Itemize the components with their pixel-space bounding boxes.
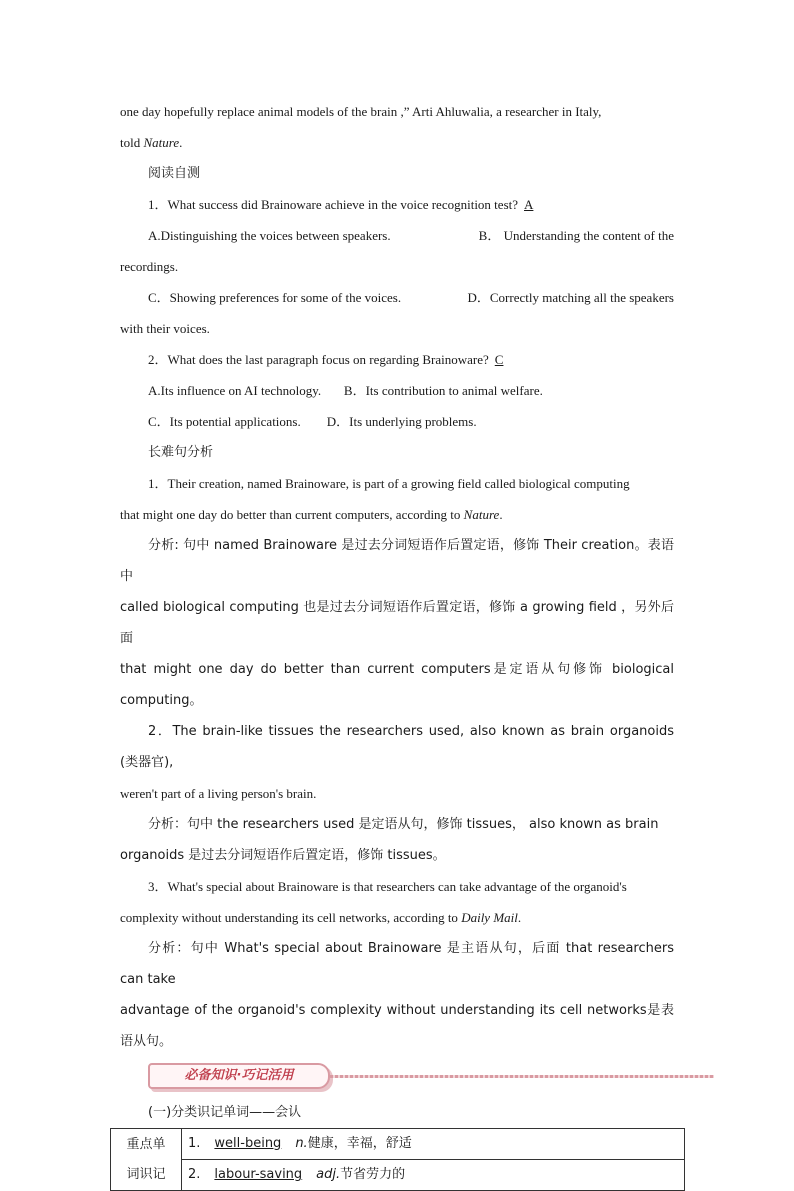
question-1-text: 1．What success did Brainoware achieve in the voice recognition test?: [148, 197, 519, 212]
answer-2: C: [494, 352, 504, 367]
vocab-heading: (一)分类识记单词——会认: [148, 1105, 302, 1120]
sentence-1-text: that might one day do better than current computers, according to: [120, 507, 464, 522]
vocab-word: labour-saving: [214, 1167, 303, 1182]
source-nature: Nature: [143, 135, 180, 150]
q2-option-b: B．Its contribution to animal welfare.: [343, 383, 543, 398]
analysis-2-line-2: organoids 是过去分词短语作后置定语，修饰 tissues。: [120, 848, 446, 863]
q1-option-a: A.Distinguishing the voices between speakers.: [148, 228, 391, 243]
analysis-1-line-3: that might one day do better than current computers是定语从句修饰 biological computing。: [120, 662, 674, 708]
table-row: [111, 1160, 685, 1191]
sentence-3-line-2: [120, 902, 674, 933]
q2-option-a: A.Its influence on AI technology.: [148, 383, 322, 398]
q1-options-cd: [120, 282, 674, 313]
page-content: [120, 96, 674, 1191]
sentence-3-text: complexity without understanding its cell networks, according to: [120, 910, 462, 925]
vocab-meaning: 健康，幸福，舒适: [307, 1136, 412, 1151]
analysis-1-line-2: called biological computing 也是过去分词短语作后置定语，修饰 a growing field ，另外后面: [120, 600, 674, 646]
vocab-item: [182, 1160, 685, 1191]
source-nature: Nature: [463, 507, 500, 522]
vocab-item: [182, 1129, 685, 1160]
source-daily-mail: Daily Mail: [461, 910, 518, 925]
analysis-2-line-1: 分析：句中 the researchers used 是定语从句，修饰 tissues， also known as brain: [148, 817, 659, 832]
answer-1: A: [524, 197, 534, 212]
section-banner-divider: [330, 1075, 714, 1078]
sentence-1-line-1: 1．Their creation, named Brainoware, is part of a growing field called biological computing: [148, 476, 630, 491]
intro-text-suffix: .: [179, 135, 183, 150]
vocab-item-number: 2.: [188, 1167, 201, 1182]
intro-text-prefix: told: [120, 135, 144, 150]
q1-option-d: D．Correctly matching all the speakers: [467, 290, 674, 305]
sentence-3-suffix: .: [517, 910, 522, 925]
vocab-word: well-being: [214, 1136, 282, 1151]
intro-text: one day hopefully replace animal models of the brain ,” Arti Ahluwalia, a researcher in Italy,: [120, 104, 602, 119]
intro-line-2: [120, 127, 674, 158]
q2-option-c: C．Its potential applications.: [148, 414, 301, 429]
sentence-2-line-1: 2．The brain-like tissues the researchers used, also known as brain organoids (类器官),: [120, 724, 674, 770]
vocab-item-number: 1.: [188, 1136, 201, 1151]
analysis-3-line-1: 分析：句中 What's special about Brainoware 是主语从句，后面 that researchers can take: [120, 941, 674, 987]
analysis-heading: 长难句分析: [148, 445, 214, 460]
section-banner-label: 必备知识·巧记活用: [148, 1063, 330, 1089]
sentence-3-line-1: 3．What's special about Brainoware is that researchers can take advantage of the organoid's: [148, 879, 627, 894]
q2-option-d: D．Its underlying problems.: [326, 414, 477, 429]
question-1: [120, 189, 674, 220]
q1-option-d-cont: with their voices.: [120, 321, 210, 336]
sentence-2-line-2: weren't part of a living person's brain.: [120, 786, 317, 801]
q1-option-b: B． Understanding the content of the: [478, 228, 674, 243]
vocab-category-line-2: 词识记: [126, 1166, 166, 1182]
sentence-1-line-2: [120, 499, 674, 530]
section-banner: [120, 1063, 674, 1093]
analysis-3-line-2: advantage of the organoid's complexity without understanding its cell networks是表语从句。: [120, 1003, 674, 1049]
q1-option-b-cont: recordings.: [120, 259, 179, 274]
sentence-1-suffix: .: [499, 507, 503, 522]
q1-option-c: C．Showing preferences for some of the voices.: [148, 290, 402, 305]
vocab-category: [111, 1129, 182, 1191]
vocab-category-line-1: 重点单: [126, 1136, 166, 1152]
vocab-table: [110, 1128, 685, 1191]
q2-options-cd: [120, 406, 674, 437]
analysis-1-line-1: 分析: 句中 named Brainoware 是过去分词短语作后置定语，修饰 Their creation。表语中: [120, 538, 674, 584]
intro-line-1: [120, 96, 674, 127]
q1-options-ab: [120, 220, 674, 251]
vocab-pos: adj.: [316, 1167, 341, 1182]
question-2-text: 2．What does the last paragraph focus on regarding Brainoware?: [148, 352, 489, 367]
question-2: [120, 344, 674, 375]
vocab-meaning: 节省劳力的: [340, 1167, 406, 1182]
table-row: [111, 1129, 685, 1160]
reading-heading: 阅读自测: [148, 166, 201, 181]
q2-options-ab: [120, 375, 674, 406]
vocab-pos: n.: [295, 1136, 308, 1151]
